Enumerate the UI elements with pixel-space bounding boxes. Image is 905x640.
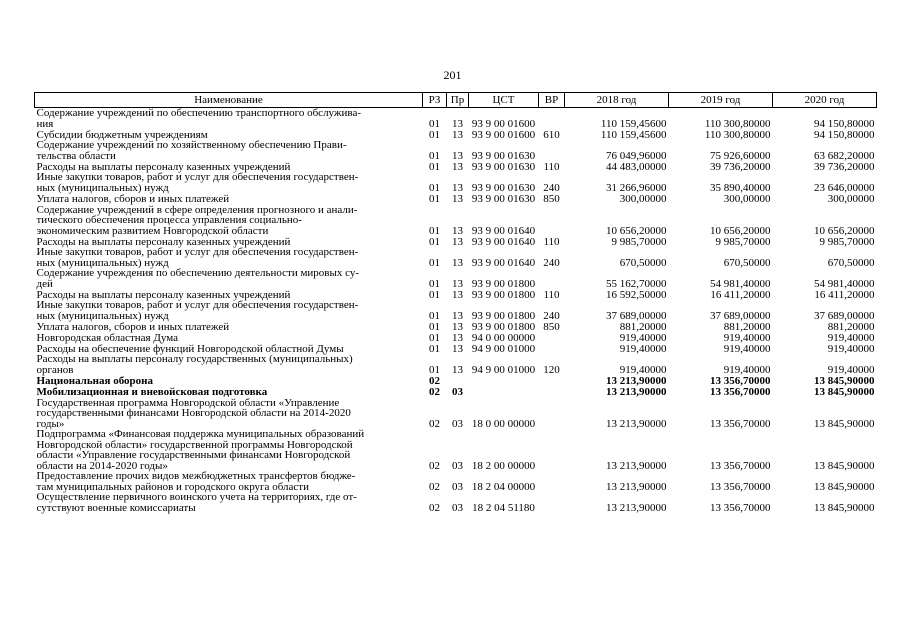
row-2018: 670,50000 (619, 256, 667, 269)
row-cst: 93 9 00 01800 (471, 320, 536, 333)
row-cst: 94 0 00 00000 (471, 331, 536, 344)
row-2018: 13 213,90000 (606, 459, 667, 472)
row-2020: 300,00000 (827, 192, 875, 205)
row-2019: 110 300,80000 (704, 128, 771, 141)
header-cst: ЦСТ (469, 93, 539, 108)
row-2018: 110 159,45600 (600, 117, 667, 130)
table-row (35, 492, 877, 513)
row-name: Иные закупки товаров, работ и услуг для обеспечения государствен- ных (муниципальных) нужд (36, 246, 359, 269)
row-cst: 93 9 00 01630 (471, 160, 536, 173)
table-row (35, 397, 877, 429)
row-2019: 919,40000 (723, 363, 771, 376)
header-rz: РЗ (423, 93, 447, 108)
row-2018: 919,40000 (619, 331, 667, 344)
row-pr: 13 (452, 224, 463, 237)
row-2019: 881,20000 (723, 320, 771, 333)
row-2020: 39 736,20000 (814, 160, 875, 173)
row-cst: 93 9 00 01600 (471, 128, 536, 141)
row-2019: 39 736,20000 (710, 160, 771, 173)
row-2019: 13 356,70000 (710, 374, 771, 387)
row-pr: 13 (452, 320, 463, 333)
table-row (35, 204, 877, 236)
row-vr: 120 (543, 363, 560, 376)
row-2019: 13 356,70000 (710, 417, 771, 430)
row-cst: 93 9 00 01600 (471, 117, 536, 130)
row-cst: 94 9 00 01000 (471, 342, 536, 355)
row-name: Расходы на выплаты персоналу казенных учреждений (36, 235, 291, 248)
row-name: Мобилизационная и вневойсковая подготовка (36, 385, 268, 398)
row-vr (539, 375, 565, 386)
table-row (35, 429, 877, 471)
row-pr: 13 (452, 288, 463, 301)
row-2020: 94 150,80000 (814, 117, 875, 130)
header-2019: 2019 год (669, 93, 773, 108)
row-2019: 10 656,20000 (710, 224, 771, 237)
row-vr (539, 471, 565, 492)
budget-table (34, 92, 877, 513)
row-rz: 01 (429, 288, 440, 301)
header-2018: 2018 год (565, 93, 669, 108)
row-rz: 01 (429, 128, 440, 141)
row-pr: 13 (452, 363, 463, 376)
row-2018: 44 483,00000 (606, 160, 667, 173)
row-name: Иные закупки товаров, работ и услуг для обеспечения государствен- ных (муниципальных) нужд (36, 299, 359, 322)
row-pr: 13 (452, 309, 463, 322)
row-rz: 01 (429, 192, 440, 205)
row-pr: 13 (452, 181, 463, 194)
row-vr (539, 140, 565, 161)
row-name: Расходы на выплаты персоналу государственных (муниципальных) органов (36, 353, 353, 376)
row-vr (539, 386, 565, 397)
row-2020: 13 845,90000 (814, 385, 875, 398)
row-cst: 93 9 00 01630 (471, 181, 536, 194)
row-cst: 93 9 00 01630 (471, 192, 536, 205)
row-2020: 13 845,90000 (814, 501, 875, 514)
table-row (35, 375, 877, 386)
row-vr: 850 (543, 192, 560, 205)
table-row (35, 140, 877, 161)
row-2019: 919,40000 (723, 342, 771, 355)
row-name: Подпрограмма «Финансовая поддержка муниципальных образований Новгородской области» государственной программы Новгородской области «Управление государственными финансами Новгородской области на 2014-2020 годы» (36, 428, 365, 472)
row-pr: 03 (452, 501, 463, 514)
row-2018: 31 266,96000 (606, 181, 667, 194)
row-rz: 02 (429, 385, 440, 398)
row-vr: 110 (543, 288, 560, 301)
row-rz: 01 (429, 342, 440, 355)
page-number: 201 (443, 68, 462, 82)
row-pr: 13 (452, 192, 463, 205)
row-vr: 110 (543, 235, 560, 248)
row-2018: 919,40000 (619, 342, 667, 355)
row-vr (539, 108, 565, 130)
table-row (35, 386, 877, 397)
table-row (35, 172, 877, 193)
row-2019: 300,00000 (723, 192, 771, 205)
row-pr: 13 (452, 128, 463, 141)
row-name: Иные закупки товаров, работ и услуг для обеспечения государствен- ных (муниципальных) нужд (36, 171, 359, 194)
row-2020: 13 845,90000 (814, 417, 875, 430)
row-name: Государственная программа Новгородской области «Управление государственными финансами Новгородской области на 2014-2020 годы» (36, 396, 351, 430)
row-name: Содержание учреждений по хозяйственному обеспечению Прави- тельства области (36, 139, 347, 162)
row-2020: 94 150,80000 (814, 128, 875, 141)
row-2018: 10 656,20000 (606, 224, 667, 237)
table-row (35, 471, 877, 492)
table-row (35, 247, 877, 268)
table-row (35, 108, 877, 130)
row-2020: 881,20000 (827, 320, 875, 333)
row-2019: 37 689,00000 (710, 309, 771, 322)
row-cst: 18 2 00 00000 (471, 459, 536, 472)
row-2019: 16 411,20000 (710, 288, 771, 301)
row-rz: 02 (429, 501, 440, 514)
row-cst: 93 9 00 01640 (471, 235, 536, 248)
header-vr: ВР (539, 93, 565, 108)
row-2020: 9 985,70000 (819, 235, 875, 248)
row-vr: 240 (543, 181, 560, 194)
row-cst: 18 2 04 00000 (471, 480, 536, 493)
row-name: Содержание учреждений в сфере определения прогнозного и анали- тического обеспечения процесса управления социально- экономическим развитием Новгородской области (36, 203, 358, 237)
row-2020: 919,40000 (827, 363, 875, 376)
row-cst: 93 9 00 01800 (471, 288, 536, 301)
row-name: Осуществление первичного воинского учета на территориях, где от- сутствуют военные комиссариаты (36, 491, 357, 514)
row-2018: 13 213,90000 (606, 374, 667, 387)
row-2018: 13 213,90000 (606, 417, 667, 430)
row-vr (539, 429, 565, 471)
row-name: Содержание учреждений по обеспечению транспортного обслужива- ния (36, 107, 361, 130)
table-row (35, 354, 877, 375)
row-2018: 110 159,45600 (600, 128, 667, 141)
row-2018: 881,20000 (619, 320, 667, 333)
row-2020: 16 411,20000 (814, 288, 875, 301)
table-row (35, 193, 877, 204)
row-rz: 01 (429, 235, 440, 248)
table-row (35, 321, 877, 332)
row-vr: 850 (543, 320, 560, 333)
row-cst: 93 9 00 01640 (471, 256, 536, 269)
row-rz: 02 (429, 480, 440, 493)
row-2018: 300,00000 (619, 192, 667, 205)
row-name: Расходы на обеспечение функций Новгородской областной Думы (36, 342, 344, 355)
table-row (35, 268, 877, 289)
row-2019: 13 356,70000 (710, 501, 771, 514)
row-2020: 10 656,20000 (814, 224, 875, 237)
row-cst (469, 375, 539, 386)
row-rz: 01 (429, 363, 440, 376)
header-pr: Пр (447, 93, 469, 108)
row-pr: 03 (452, 480, 463, 493)
row-vr: 240 (543, 256, 560, 269)
row-2018: 16 592,50000 (606, 288, 667, 301)
row-vr (539, 204, 565, 236)
row-2020: 63 682,20000 (814, 149, 875, 162)
row-rz: 01 (429, 149, 440, 162)
row-2020: 13 845,90000 (814, 459, 875, 472)
row-pr: 13 (452, 342, 463, 355)
row-2020: 670,50000 (827, 256, 875, 269)
row-2020: 13 845,90000 (814, 480, 875, 493)
row-cst (469, 386, 539, 397)
row-pr: 03 (452, 417, 463, 430)
row-2020: 23 646,00000 (814, 181, 875, 194)
row-2019: 13 356,70000 (710, 385, 771, 398)
row-2020: 919,40000 (827, 331, 875, 344)
row-cst: 18 2 04 51180 (472, 501, 535, 514)
row-cst: 93 9 00 01800 (471, 277, 536, 290)
row-rz: 02 (429, 417, 440, 430)
row-2020: 13 845,90000 (814, 374, 875, 387)
row-2019: 13 356,70000 (710, 459, 771, 472)
row-cst: 94 9 00 01000 (471, 363, 536, 376)
row-2018: 13 213,90000 (606, 480, 667, 493)
row-2019: 75 926,60000 (710, 149, 771, 162)
row-name: Расходы на выплаты персоналу казенных учреждений (36, 288, 291, 301)
row-name: Предоставление прочих видов межбюджетных трансфертов бюдже- там муниципальных районов и городского округа области (36, 470, 356, 493)
row-name: Новгородская областная Дума (36, 331, 178, 344)
row-pr: 13 (452, 331, 463, 344)
row-2019: 54 981,40000 (710, 277, 771, 290)
row-pr: 13 (452, 256, 463, 269)
row-vr (539, 397, 565, 429)
row-2018: 76 049,96000 (606, 149, 667, 162)
row-rz: 01 (429, 181, 440, 194)
row-vr (539, 268, 565, 289)
row-2018: 13 213,90000 (606, 385, 667, 398)
row-pr: 13 (452, 277, 463, 290)
row-pr: 03 (452, 459, 463, 472)
row-rz: 02 (429, 459, 440, 472)
row-pr: 03 (452, 385, 463, 398)
row-cst: 93 9 00 01800 (471, 309, 536, 322)
header-2020: 2020 год (773, 93, 877, 108)
row-name: Уплата налогов, сборов и иных платежей (36, 320, 230, 333)
row-rz: 01 (429, 256, 440, 269)
table-row (35, 300, 877, 321)
row-rz: 01 (429, 320, 440, 333)
row-2018: 13 213,90000 (606, 501, 667, 514)
row-vr (539, 343, 565, 354)
row-2019: 35 890,40000 (710, 181, 771, 194)
row-2019: 919,40000 (723, 331, 771, 344)
row-vr: 610 (543, 128, 560, 141)
table-header-row (35, 93, 877, 108)
row-name: Национальная оборона (36, 374, 154, 387)
row-vr (539, 332, 565, 343)
row-cst: 18 0 00 00000 (471, 417, 536, 430)
row-pr: 13 (452, 160, 463, 173)
row-2019: 670,50000 (723, 256, 771, 269)
table-row (35, 332, 877, 343)
row-2018: 55 162,70000 (606, 277, 667, 290)
table-body (35, 108, 877, 514)
row-name: Расходы на выплаты персоналу казенных учреждений (36, 160, 291, 173)
row-pr: 13 (452, 117, 463, 130)
header-name: Наименование (35, 93, 423, 108)
row-rz: 01 (429, 160, 440, 173)
row-rz: 02 (429, 374, 440, 387)
row-vr: 110 (543, 160, 560, 173)
row-rz: 01 (429, 331, 440, 344)
row-vr: 240 (543, 309, 560, 322)
row-2018: 919,40000 (619, 363, 667, 376)
row-rz: 01 (429, 277, 440, 290)
row-pr: 13 (452, 235, 463, 248)
row-2020: 919,40000 (827, 342, 875, 355)
row-name: Субсидии бюджетным учреждениям (36, 128, 208, 141)
row-2019: 13 356,70000 (710, 480, 771, 493)
row-pr (447, 375, 469, 386)
row-pr: 13 (452, 149, 463, 162)
row-rz: 01 (429, 309, 440, 322)
row-rz: 01 (429, 224, 440, 237)
row-2019: 9 985,70000 (715, 235, 771, 248)
row-2018: 37 689,00000 (606, 309, 667, 322)
row-vr (539, 492, 565, 513)
row-name: Уплата налогов, сборов и иных платежей (36, 192, 230, 205)
row-cst: 93 9 00 01630 (471, 149, 536, 162)
row-2018: 9 985,70000 (611, 235, 667, 248)
row-rz: 01 (429, 117, 440, 130)
row-cst: 93 9 00 01640 (471, 224, 536, 237)
row-2020: 54 981,40000 (814, 277, 875, 290)
row-2020: 37 689,00000 (814, 309, 875, 322)
row-name: Содержание учреждения по обеспечению деятельности мировых су- дей (36, 267, 360, 290)
row-2019: 110 300,80000 (704, 117, 771, 130)
